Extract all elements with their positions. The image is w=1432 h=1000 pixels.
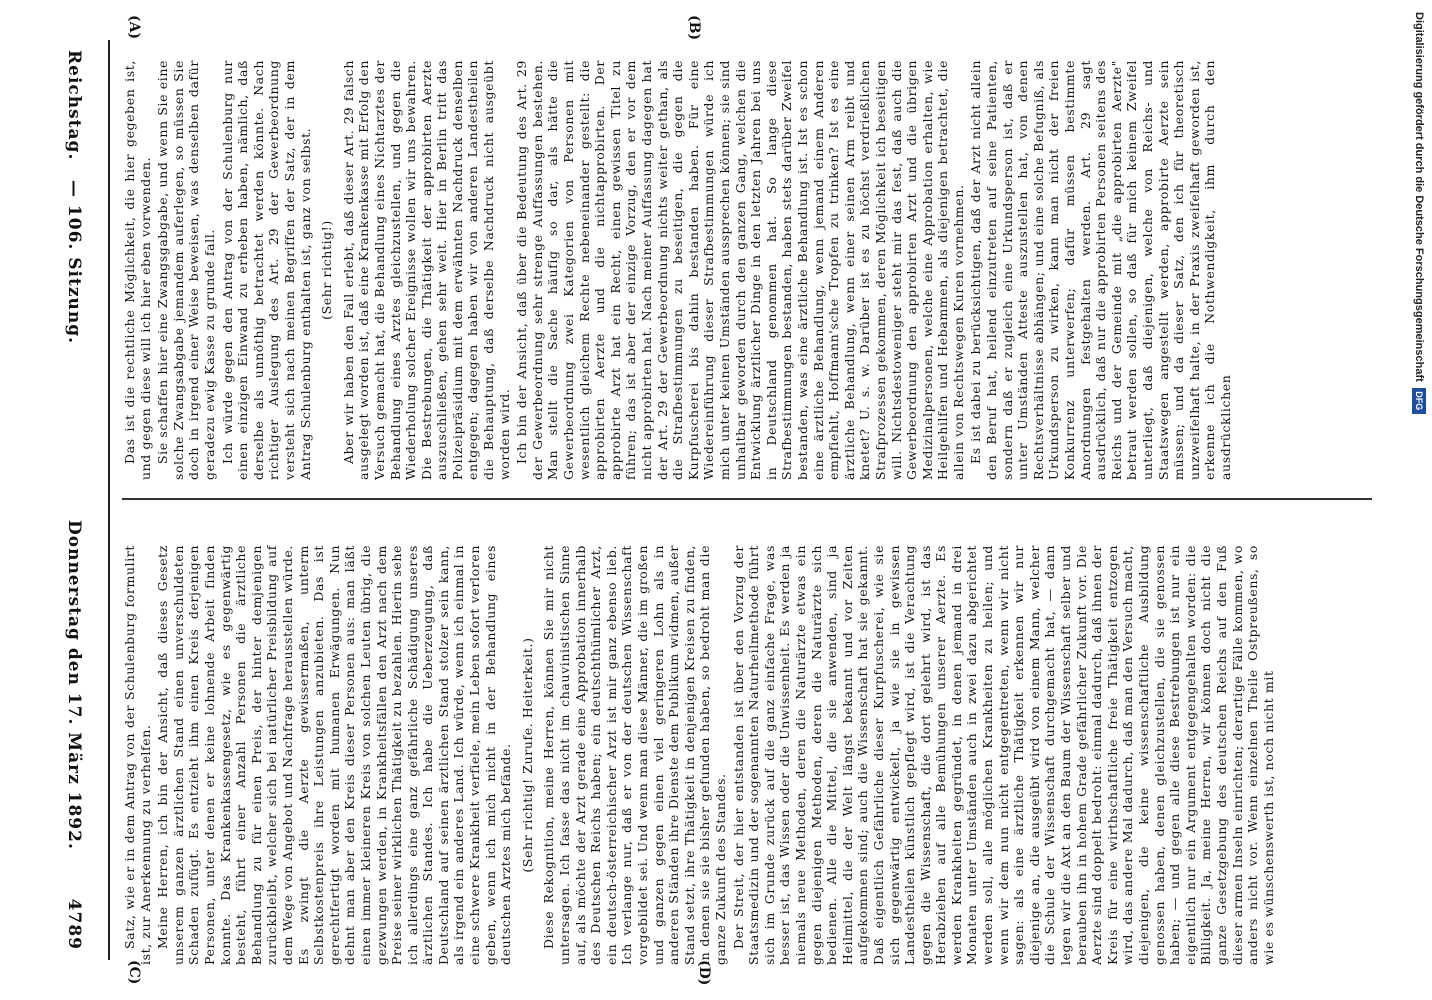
header-left: Reichstag. (64, 50, 84, 161)
paragraph: Ich würde gegen den Antrag von der Schulenburg nur einen einzigen Einwand zu erheben haben, nämlich, daß derselbe als unnöthig betrachtet werden könnte. Nach richtiger Auslegung des Art. 29 der Gewerbeordnung versteht sich nach meinen Begriffen der Satz, der in dem Antrag Schulenburg enthalten ist, ganz von selbst. (219, 60, 313, 480)
header-page-number: 4789 (64, 898, 84, 950)
margin-mark-d: (D) (696, 960, 712, 986)
paragraph: Das ist die rechtliche Möglichkeit, die hier gegeben ist, und gegen diese will ich hier eben vorwenden. (122, 60, 153, 480)
paragraph: Aber wir haben den Fall erlebt, daß dieser Art. 29 falsch ausgelegt worden ist, daß eine Krankenkasse mit Erfolg den Versuch gemacht hat, die Behandlung eines Nichtarztes der Behandlung eines Arztes gleichzustellen, und gegen die Wiederholung solcher Ereignisse wollen wir uns bewahren. Die Bestrebungen, die Thätigkeit der approbirten Aerzte auszuschließen, gehen sehr weit. Hier in Berlin tritt das Polizeipräsidium mit dem erwähnten Nachdruck denselben entgegen; dagegen haben wir von anderen Landestheilen die Behauptung, daß derselbe Nachdruck nicht ausgeübt worden wird. (340, 60, 512, 480)
applause-note: (Sehr richtig!) (319, 220, 335, 320)
applause-note: (Sehr richtig! Zurufe. Heiterkeit.) (519, 637, 535, 873)
paragraph: Satz, wie er in dem Antrag von der Schulenburg formulirt ist, zur Anerkennung zu verhelfen. (122, 545, 153, 965)
left-column (122, 60, 1372, 480)
paragraph: Der Streit, der hier entstanden ist über den Vorzug der Staatsmedizin und der sogenannten Naturheilmethode führt sich im Grunde zurück auf die ganz einfache Frage, was besser ist, das Wissen oder die Unwissenheit. Es werden ja niemals neue Methoden, deren die Naturärzte etwas ein gegen diejenigen Methoden, deren die Naturärzte sich bedienen. Alle die Mittel, die sie anwenden, sind ja Heilmittel, die der Welt längst bekannt und vor Zeiten aufgekommen sind; auch die Wissenschaft hat sie gekannt. Daß eigentlich Gefährliche dieser Kurpfuscherei, wie sie sich gegenwärtig entwickelt, ja wie sie in gewissen Landestheilen künstlich gepflegt wird, ist die Verachtung gegen die Wissenschaft, die dort gelehrt wird, ist das Herabziehen auf alle Bemühungen unserer Aerzte. Es werden Krankheiten gegründet, in denen jemand in drei Monaten unter Umständen auch in zwei dazu abgerichtet werden soll, alle möglichen Krankheiten zu heilen; und wenn wir dem nun nicht entgegentreten, wenn wir nicht sagen: als eine ärztliche Thätigkeit erkennen wir nur diejenige an, die ausgeübt wird von einem Mann, welcher die Schule der Wissenschaft durchgemacht hat, — dann legen wir die Axt an den Baum der Wissenschaft selber und berauben ihn in hohem Grade gefährlicher Zukunft vor. Die Aerzte sind doppelt bedroht: einmal dadurch, daß ihnen der Kreis für eine wirthschaftliche freie Thätigkeit entzogen wird, das andere Mal dadurch, daß man den Versuch macht, diejenigen, die keine wissenschaftliche Ausbildung genossen haben, denen gleichzustellen, die sie genossen haben; — und gegen alle diese Bestrebungen ist nur ein eigentlich nur ein Argument entgegengehalten worden: die Billigkeit. Ja, meine Herren, wir können doch nicht die ganze Gesetzgebung des deutschen Reichs auf den Fuß dieser armen Inseln einrichten; derartige Fälle kommen, wo anders nicht vor. Wenn einzelnen Theile Ostpreußens, so wie es wünschenswerth ist, noch nicht mit (730, 545, 1276, 965)
paragraph: Diese Rekognition, meine Herren, können Sie mir nicht untersagen. Ich fasse das nicht im chauvinistischen Sinne auf, als möchte der Arzt gerade eine Approbation innerhalb des Deutschen Reichs haben; ein deutschthümlicher Arzt, ein deutsch-österreichischer Arzt ist mir ganz ebenso lieb. Ich verlange nur, daß er von der deutschen Wissenschaft vorgebildet sei. Und wenn man diese Männer, die im großen und ganzen gegen einen viel geringeren Lohn als in anderen Ständen ihre Dienste dem Publikum widmen, außer Stand setzt, ihre Thätigkeit in denjenigen Kreisen zu finden, in denen sie sie bisher gefunden haben, so bedroht man die ganze Zukunft des Standes. (541, 545, 728, 965)
header-rule (108, 40, 110, 960)
right-column (122, 545, 1372, 965)
digitization-credit (1410, 0, 1428, 1000)
credit-text: Digitalisierung gefördert durch die Deutsche Forschungsgemeinschaft (1413, 12, 1425, 382)
column-rule (122, 498, 1372, 500)
running-head-date (60, 520, 84, 920)
header-session: — 106. Sitzung. (64, 180, 84, 345)
paragraph: Ich bin der Ansicht, daß über die Bedeutung des Art. 29 der Gewerbeordnung sehr strenge Auffassungen bestehen. Man stellt die Sache häufig so dar, als hätte die Gewerbeordnung zwei Kategorien von Personen mit wesentlich gleichem Rechte nebeneinander gestellt: die approbirten Aerzte und die nichtapprobirten. Der approbirte Arzt hat ein Recht, einen gewissen Titel zu führen; das ist aber der einzige Vorzug, den er vor dem nicht approbirten hat. Nach meiner Auffassung dagegen hat der Art. 29 der Gewerbeordnung nichts weiter gethan, als die Strafbestimmungen zu beseitigen, die gegen die Kurpfuscherei bis dahin bestanden haben. Für eine Wiedereinführung dieser Strafbestimmungen würde ich mich unter keinen Umständen aussprechen können; sie sind unhaltbar geworden durch den ganzen Gang, welchen die Entwicklung ärztlicher Dinge in den letzten Jahren bei uns in Deutschland genommen hat. So lange diese Strafbestimmungen bestanden, haben stets darüber Zweifel bestanden, was eine ärztliche Behandlung ist. Ist es schon eine ärztliche Behandlung, wenn jemand einem Anderen empfiehlt, Hoffmann'sche Tropfen zu trinken? Ist es eine ärztliche Behandlung, wenn einer seinen Arm reibt und knetet? U. s. w. Darüber ist es zu höchst verdrießlichen Strafprozessen gekommen, deren Möglichkeit ich beseitigen will. Nichtsdestoweniger steht mir das fest, daß auch die Gewerbeordnung den approbirten Arzt und die übrigen Medizinalpersonen, welche eine Approbation erhalten, wie Heilgehilfen und Hebammen, als diejenigen betrachtet, die allein von Rechtswegen Kuren vornehmen. (514, 60, 966, 480)
paragraph: Meine Herren, ich bin der Ansicht, daß dieses Gesetz unserem ganzen ärztlichen Stand einen unverschuldeten Schaden zufügt. Es entzieht ihm einen Kreis derjenigen Personen, unter denen er keine lohnende Arbeit finden konnte. Das Krankenkassengesetz, wie es gegenwärtig besteht, führt einer Anzahl Personen die ärztliche Behandlung zu für einen Preis, der hinter demjenigen zurückbleibt, welcher sich bei natürlicher Preisbildung auf dem Wege von Angebot und Nachfrage herausstellen würde. Es zwingt die Aerzte gewissermaßen, unterm Selbstkostenpreis ihre Leistungen anzubieten. Das ist gerechtfertigt worden mit humanen Erwägungen. Nun dehnt man aber den Kreis dieser Personen aus: man läßt einen immer kleineren Kreis von solchen Leuten übrig, die gezwungen werden, in Krankheitsfällen den Arzt nach dem Preise seiner wirklichen Thätigkeit zu bezahlen. Hierin sehe ich allerdings eine ganz gefährliche Schädigung unseres ärztlichen Standes. Ich habe die Ueberzeugung, daß Deutschland auf seinen ärztlichen Stand stolzer sein kann, als irgend ein anderes Land. Ich würde, wenn ich einmal in eine schwere Krankheit verfiele, mein Leben sofort verloren geben, wenn ich mich nicht in der Behandlung eines deutschen Arztes mich befände. (155, 545, 514, 965)
paragraph: Sie schaffen hier eine Zwangsgabgabe, und wenn Sie eine solche Zwangsabgabe jemandem auferlegen, so müssen Sie doch in irgend einer Weise beweisen, was denselben dafür geradezu ewig Kasse zu grunde fall. (155, 60, 217, 480)
paragraph: Es ist dabei zu berücksichtigen, daß der Arzt nicht allein den Beruf hat, heilend einzutreten auf seine Patienten, sondern daß er zugleich eine Urkundsperson ist, daß er unter Umständen Atteste auszustellen hat, von denen Rechtsverhältnisse abhängen; und eine solche Befugniß, als Urkundsperson zu wirken, kann man nicht der freien Konkurrenz unterwerfen; dafür müssen bestimmte Anordnungen festgehalten werden. Art. 29 sagt ausdrücklich, daß nur die approbirten Personen seitens des Reichs und der Gemeinde mit „die approbirten Aerzte" betraut werden sollen, so daß für mich keinem Zweifel unterliegt, daß diejenigen, welche von Reichs- und Staatswegen angestellt werden, approbirte Aerzte sein müssen; und da dieser Satz, den ich für theoretisch unzweifelhaft halte, in der Praxis zweifelhaft geworden ist, erkenne ich die Nothwendigkeit, ihm durch den ausdrücklichen (968, 60, 1233, 480)
header-date: Donnerstag den 17. März 1892. (64, 520, 84, 850)
dfg-logo: DFG (1412, 388, 1426, 414)
margin-mark-c: (C) (126, 960, 142, 985)
margin-mark-a: (A) (126, 15, 142, 40)
margin-mark-b: (B) (686, 15, 702, 41)
